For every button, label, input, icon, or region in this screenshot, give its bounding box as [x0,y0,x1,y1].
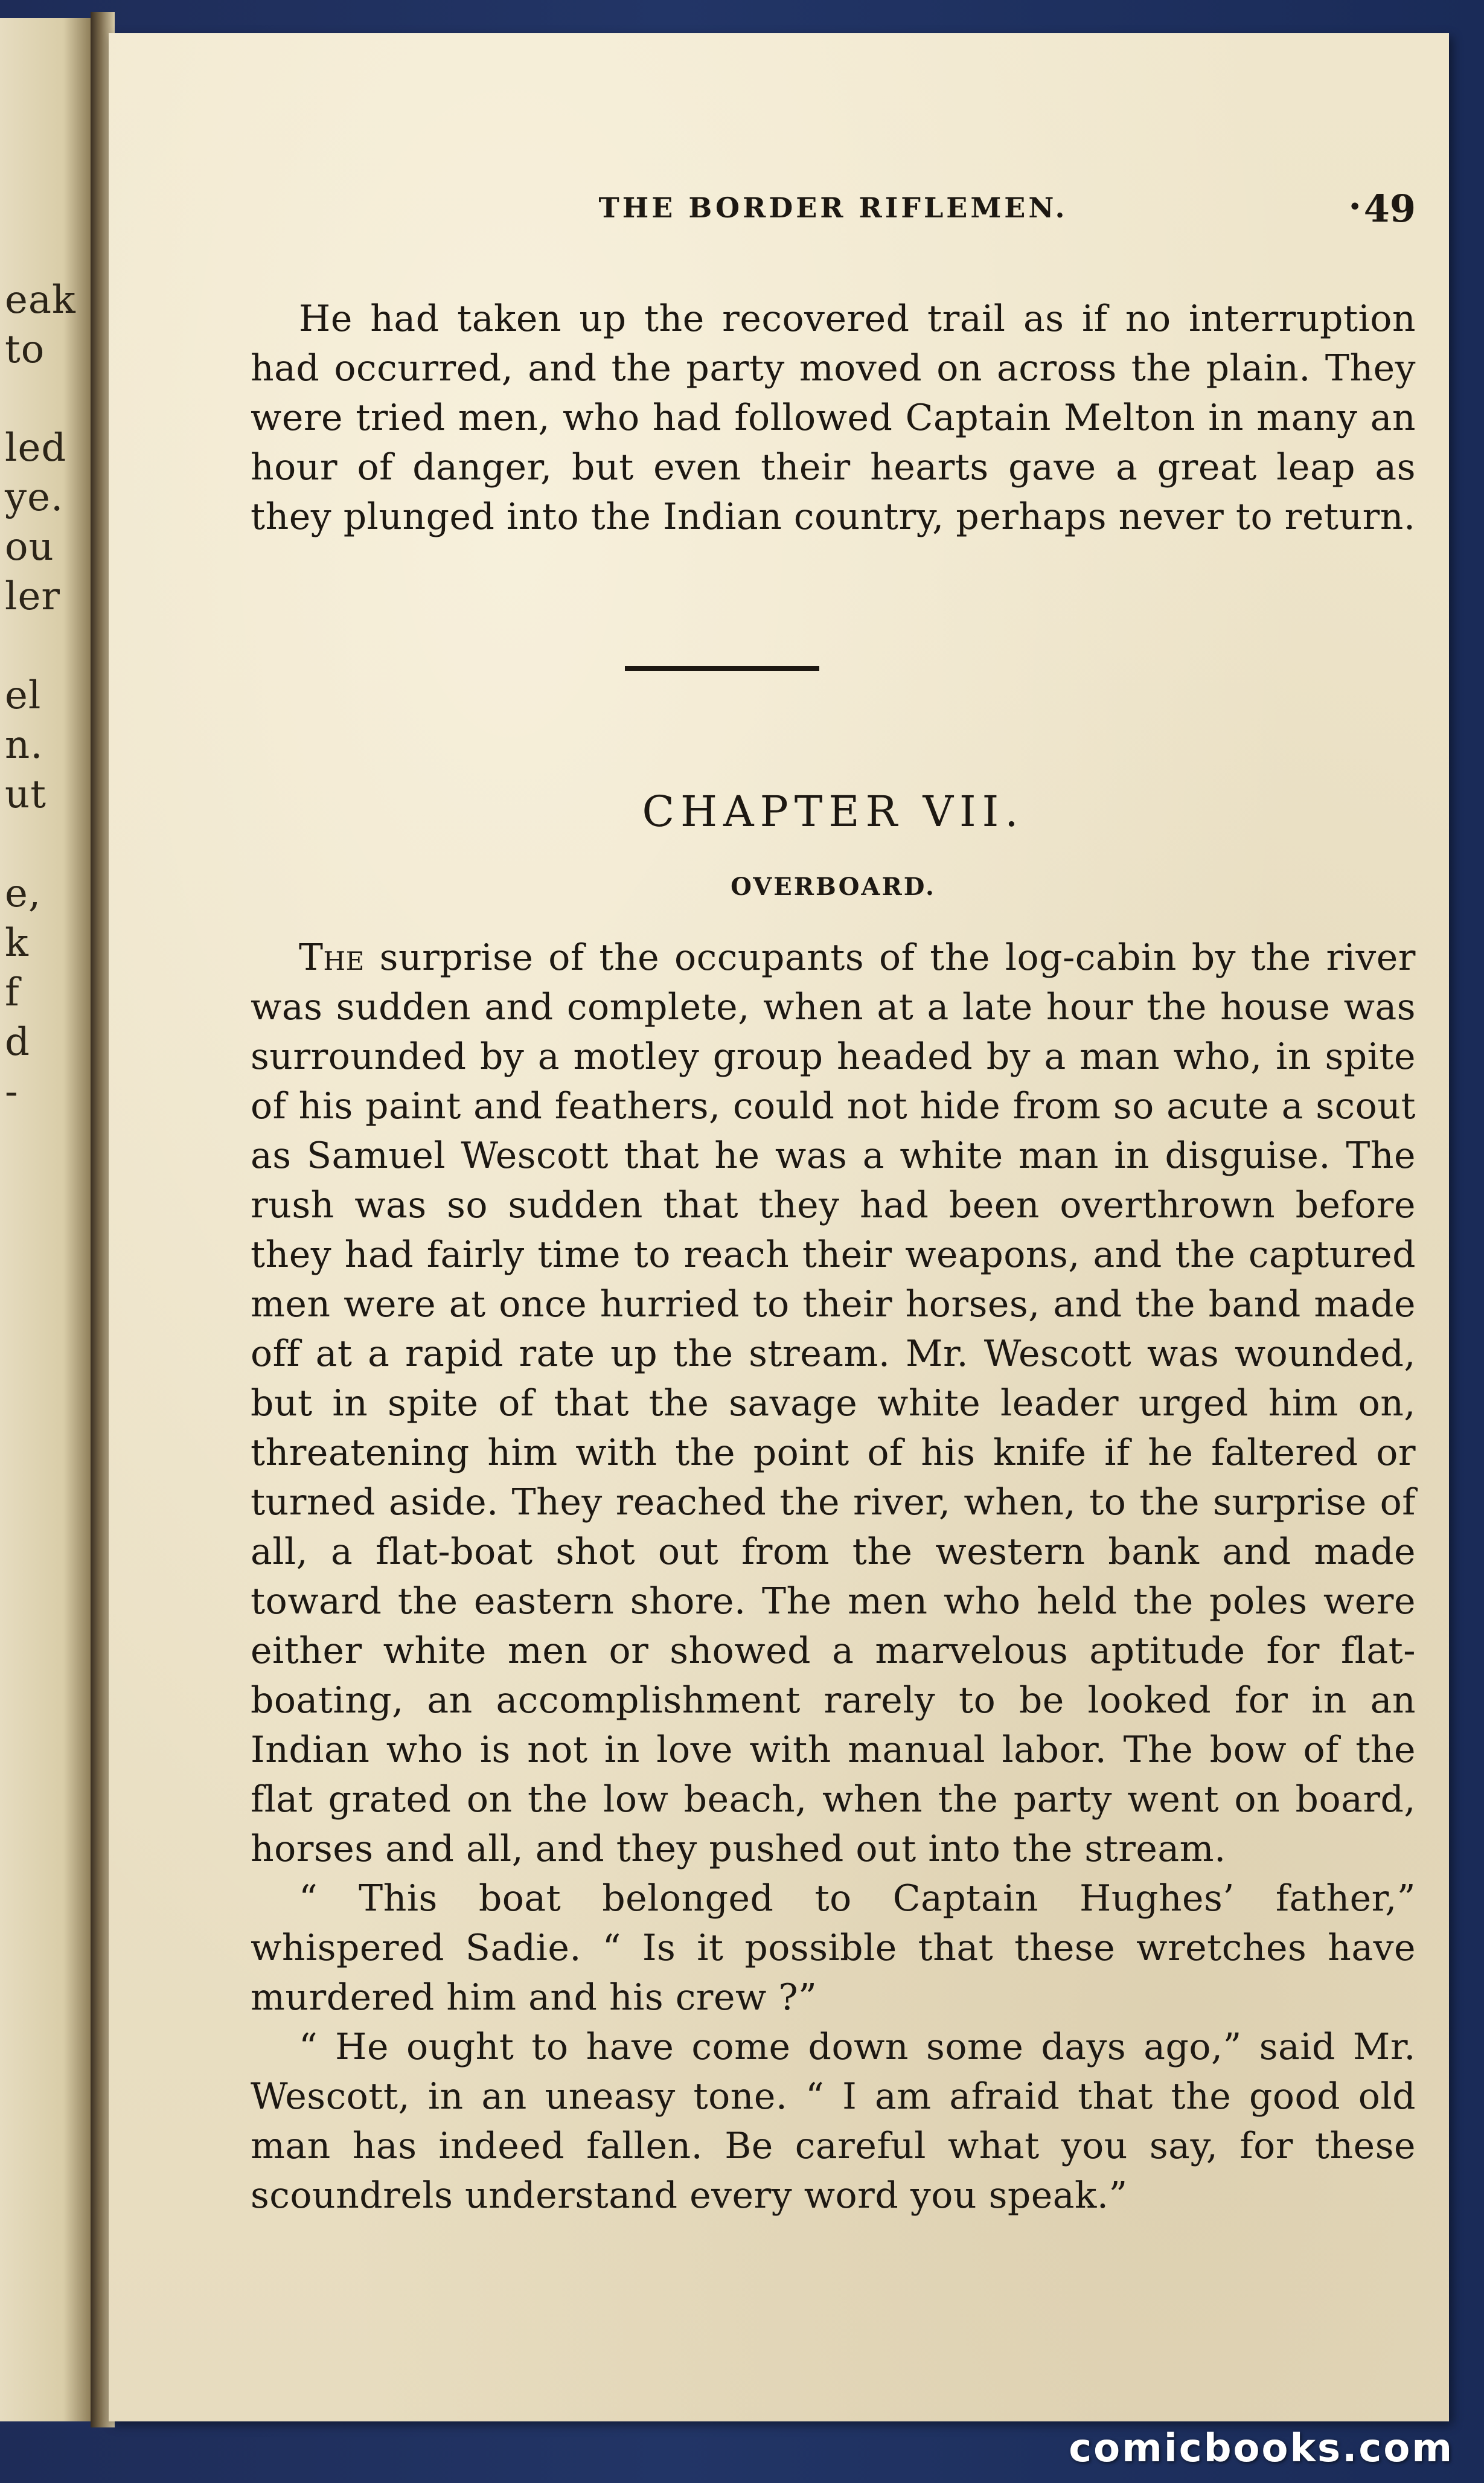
paragraph-block-after [251,933,1416,2220]
paragraph [251,933,1416,1874]
facing-page-fragment: eak [5,278,76,322]
chapter-title: CHAPTER VII. [642,787,1025,836]
running-head [251,187,1416,246]
facing-page-edge [0,18,93,2421]
facing-page-fragment: ler [5,574,60,619]
watermark-logo: comicbooks.com [1069,2426,1454,2471]
facing-page-fragment: ut [5,772,46,817]
facing-page-fragment: n. [5,723,43,767]
running-head-title: THE BORDER RIFLEMEN. [598,191,1068,224]
facing-page-fragment: ye. [5,475,64,520]
paragraph: He had taken up the recovered trail as if no interruption had occurred, and the party moved on across the plain. They were tried men, who had followed Captain Melton in many an hour of danger, but even their hearts gave a great leap as they plunged into the Indian country, perhaps never to return. [251,298,1416,538]
facing-page-fragment: ou [5,525,54,569]
paragraph-lead-word: The [299,937,365,979]
page-number: · 49 [1364,187,1416,231]
paragraph: “ He ought to have come down some days ago,” said Mr. Wescott, in an uneasy tone. “ I am afraid that the good old man has indeed fallen. Be careful what you say, for these scoundrels understand every word you speak.” [251,2026,1416,2217]
facing-page-fragment: k [5,921,29,966]
chapter-subtitle: OVERBOARD. [731,873,936,901]
facing-page-fragment: led [5,426,67,470]
facing-page-fragment: - [5,1069,19,1114]
facing-page-fragment: f [5,970,20,1015]
section-divider-rule [625,666,819,671]
facing-page-fragment: to [5,327,45,372]
facing-page-fragment: el [5,673,42,718]
paragraph-block-before [251,294,1416,542]
facing-page-fragment: e, [5,871,42,916]
paragraph: “ This boat belonged to Captain Hughes’ father,” whispered Sadie. “ Is it possible that these wretches have murdered him and his crew ?” [251,1877,1416,2019]
paragraph-text: surprise of the occupants of the log-cabin by the river was sudden and complete, when at a late hour the house was surrounded by a motley group headed by a man who, in spite of his paint and feathers, could not hide from so acute a scout as Samuel Wescott that he was a white man in disguise. The rush was so sudden that they had been overthrown before they had fairly time to reach their weapons, and the captured men were at once hurried to their horses, and the band made off at a rapid rate up the stream. Mr. Wescott was wounded, but in spite of that the savage white leader urged him on, threatening him with the point of his knife if he faltered or turned aside. They reached the river, when, to the surprise of all, a flat-boat shot out from the western bank and made toward the eastern shore. The men who held the poles were either white men or showed a marvelous aptitude for flat-boating, an accomplishment rarely to be looked for in an Indian who is not in love with manual labor. The bow of the flat grated on the low beach, when the party went on board, horses and all, and they pushed out into the stream. [251,937,1416,1870]
facing-page-fragment: d [5,1020,30,1065]
book-page [109,33,1449,2421]
